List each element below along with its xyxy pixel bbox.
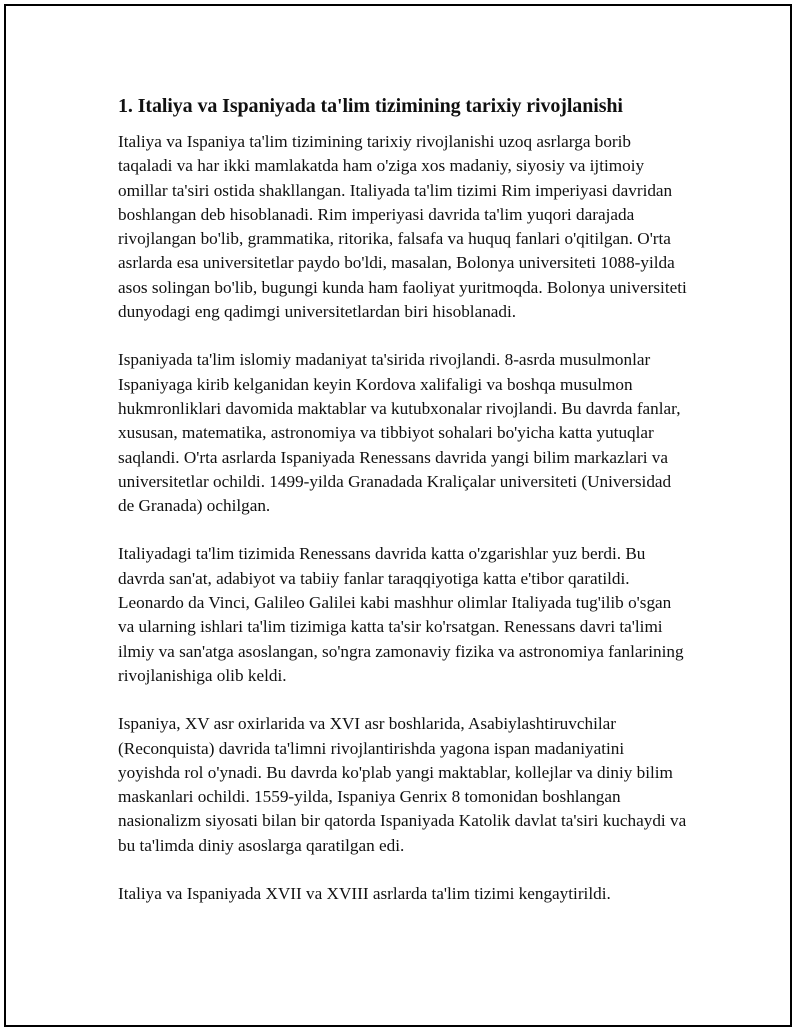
- document-body: [118, 92, 688, 930]
- document-title: 1. Italiya va Ispaniyada ta'lim tizimining tarixiy rivojlanishi: [118, 95, 623, 117]
- paragraph-1: Italiya va Ispaniya ta'lim tizimining tarixiy rivojlanishi uzoq asrlarga borib taqaladi va har ikki mamlakatda ham o'ziga xos madaniy, siyosiy va ijtimoiy omillar ta'siri ostida shakllangan. Italiyada ta'lim tizimi Rim imperiyasi davridan boshlangan deb hisoblanadi. Rim imperiyasi davrida ta'lim yuqori darajada rivojlangan bo'lib, grammatika, ritorika, falsafa va huquq fanlari o'qitilgan. O'rta asrlarda esa universitetlar paydo bo'ldi, masalan, Bolonya universiteti 1088-yilda asos solingan bo'lib, bugungi kunda ham faoliyat yuritmoqda. Bolonya universiteti dunyodagi eng qadimgi universitetlardan biri hisoblanadi.: [118, 132, 687, 322]
- paragraph-5: Italiya va Ispaniyada XVII va XVIII asrlarda ta'lim tizimi kengaytirildi.: [118, 884, 611, 904]
- paragraph-3: Italiyadagi ta'lim tizimida Renessans davrida katta o'zgarishlar yuz berdi. Bu davrda san'at, adabiyot va tabiiy fanlar taraqqiyotiga katta e'tibor qaratildi. Leonardo da Vinci, Galileo Galilei kabi mashhur olimlar Italiyada tug'ilib o'sgan va ularning ishlari ta'lim tizimiga katta ta'sir ko'rsatgan. Renessans davri ta'limi ilmiy va san'atga asoslangan, so'ngra zamonaviy fizika va astronomiya fanlarining rivojlanishiga olib keldi.: [118, 544, 684, 685]
- paragraph-4: Ispaniya, XV asr oxirlarida va XVI asr boshlarida, Asabiylashtiruvchilar (Reconquista) davrida ta'limni rivojlantirishda yagona ispan madaniyatini yoyishda rol o'ynadi. Bu davrda ko'plab yangi maktablar, kollejlar va diniy bilim maskanlari ochildi. 1559-yilda, Ispaniya Genrix 8 tomonidan boshlangan nasionalizm siyosati bilan bir qatorda Ispaniyada Katolik davlat ta'siri kuchaydi va bu ta'limda diniy asoslarga qaratilgan edi.: [118, 714, 687, 855]
- paragraph-2: Ispaniyada ta'lim islomiy madaniyat ta'sirida rivojlandi. 8-asrda musulmonlar Ispaniyaga kirib kelganidan keyin Kordova xalifaligi va boshqa musulmon hukmronliklari davomida maktablar va kutubxonalar rivojlandi. Bu davrda fanlar, xususan, matematika, astronomiya va tibbiyot sohalari bo'yicha katta yutuqlar saqlandi. O'rta asrlarda Ispaniyada Renessans davrida yangi bilim markazlari va universitetlar ochildi. 1499-yilda Granadada Kraliçalar universiteti (Universidad de Granada) ochilgan.: [118, 350, 681, 516]
